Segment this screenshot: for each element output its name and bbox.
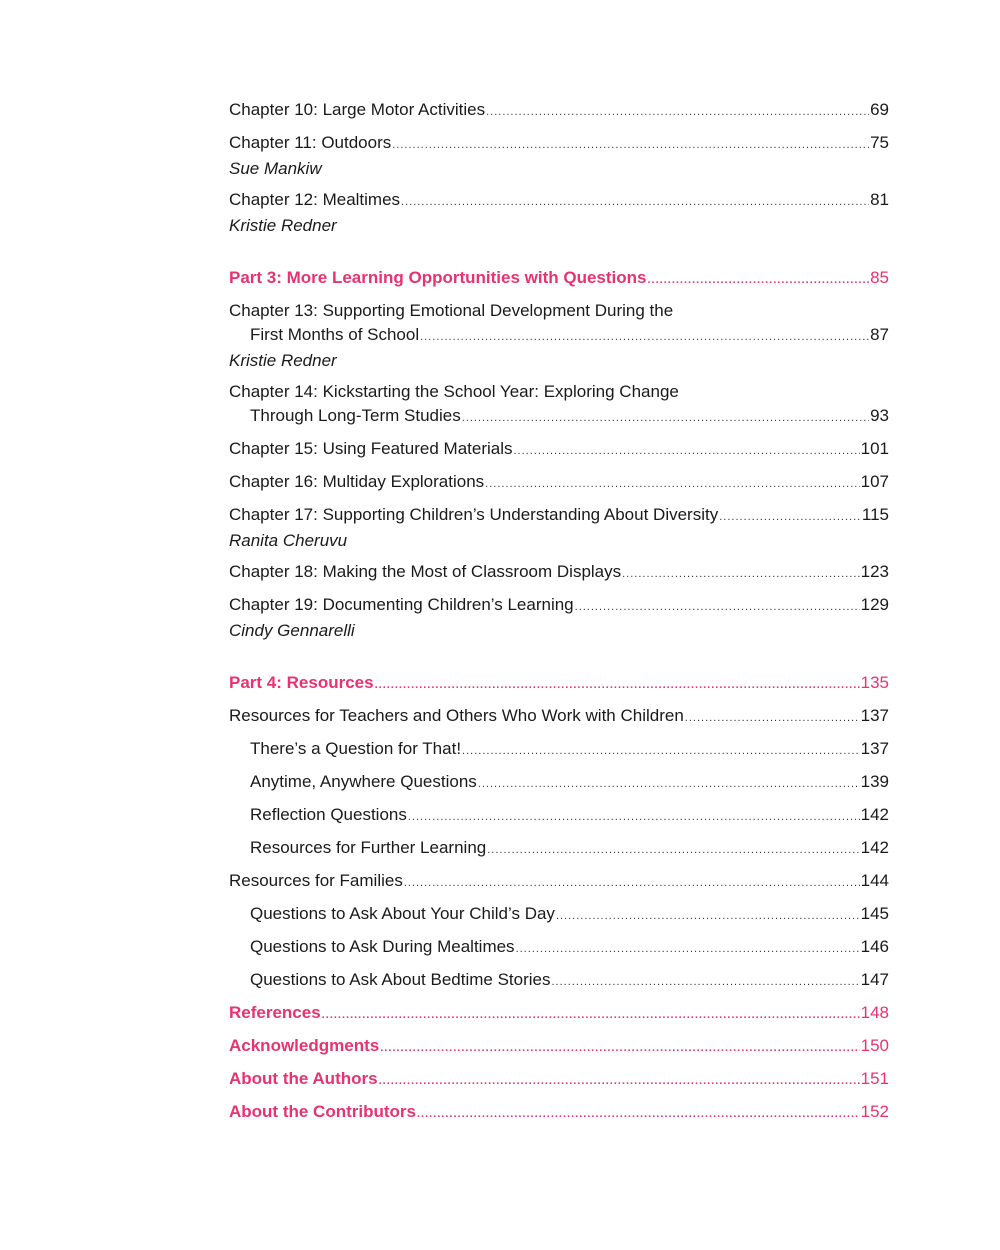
page-number: 144 (860, 871, 889, 890)
dot-leader (487, 838, 859, 862)
dot-leader (417, 1102, 860, 1126)
page-number: 150 (860, 1036, 889, 1055)
entry-title: Reflection Questions (250, 805, 407, 824)
toc-entry[interactable] (229, 593, 889, 643)
dot-leader (685, 706, 860, 730)
chapter-title: Supporting Emotional Development During the (322, 301, 674, 320)
toc-entry[interactable] (229, 437, 889, 463)
page-number: 85 (870, 268, 889, 287)
toc-entry[interactable] (229, 869, 889, 895)
dot-leader (404, 871, 860, 895)
dot-leader (516, 937, 860, 961)
dot-leader (322, 1003, 860, 1027)
chapter-author: Kristie Redner (229, 351, 337, 370)
toc-subentry[interactable] (229, 902, 889, 928)
toc-part-heading[interactable] (229, 1034, 889, 1060)
page-number: 123 (860, 562, 889, 581)
toc-part-heading[interactable] (229, 266, 889, 292)
chapter-label: Chapter 17: (229, 505, 318, 524)
part-title: About the Contributors (229, 1102, 416, 1121)
page-number: 152 (860, 1102, 889, 1121)
dot-leader (478, 772, 860, 796)
dot-leader (379, 1069, 860, 1093)
dot-leader (622, 562, 860, 586)
part-title: References (229, 1003, 321, 1022)
entry-title: Resources for Teachers and Others Who Work with Children (229, 706, 684, 725)
chapter-title: Multiday Explorations (322, 472, 485, 491)
toc-entry[interactable] (229, 188, 889, 238)
page-number: 87 (870, 325, 889, 344)
chapter-title: Mealtimes (322, 190, 401, 209)
chapter-label: Chapter 10: (229, 100, 318, 119)
toc-part-heading[interactable] (229, 1100, 889, 1126)
chapter-label: Chapter 11: (229, 133, 317, 152)
part-title: Part 4: Resources (229, 673, 374, 692)
dot-leader (375, 673, 860, 697)
table-of-contents (229, 98, 889, 1126)
part-title: About the Authors (229, 1069, 378, 1088)
dot-leader (719, 505, 861, 529)
toc-subentry[interactable] (229, 836, 889, 862)
chapter-title: Making the Most of Classroom Displays (322, 562, 622, 581)
page-number: 129 (860, 595, 889, 614)
page-number: 69 (870, 100, 889, 119)
dot-leader (575, 595, 860, 619)
page-number: 148 (860, 1003, 889, 1022)
page-number: 93 (870, 406, 889, 425)
entry-title: There’s a Question for That! (250, 739, 462, 758)
chapter-label: Chapter 16: (229, 472, 318, 491)
dot-leader (514, 439, 860, 463)
chapter-title: Using Featured Materials (322, 439, 513, 458)
entry-title: Questions to Ask During Mealtimes (250, 937, 515, 956)
dot-leader (462, 739, 860, 763)
chapter-title-continued: Through Long-Term Studies (250, 406, 461, 425)
page-number: 146 (860, 937, 889, 956)
dot-leader (486, 100, 869, 124)
entry-title: Anytime, Anywhere Questions (250, 772, 477, 791)
entry-title: Resources for Further Learning (250, 838, 487, 857)
chapter-title: Large Motor Activities (322, 100, 486, 119)
page-number: 135 (860, 673, 889, 692)
page-number: 139 (860, 772, 889, 791)
chapter-label: Chapter 14: (229, 382, 318, 401)
dot-leader (462, 406, 869, 430)
chapter-title-continued: First Months of School (250, 325, 420, 344)
page-number: 115 (861, 505, 889, 524)
dot-leader (420, 325, 869, 349)
chapter-label: Chapter 15: (229, 439, 318, 458)
chapter-label: Chapter 13: (229, 301, 318, 320)
chapter-author: Sue Mankiw (229, 159, 322, 178)
page-number: 147 (860, 970, 889, 989)
chapter-title: Outdoors (321, 133, 392, 152)
toc-subentry[interactable] (229, 770, 889, 796)
toc-subentry[interactable] (229, 737, 889, 763)
chapter-author: Ranita Cheruvu (229, 531, 348, 550)
dot-leader (392, 133, 869, 157)
dot-leader (647, 268, 869, 292)
dot-leader (380, 1036, 859, 1060)
chapter-title: Kickstarting the School Year: Exploring Change (322, 382, 679, 401)
part-title: Part 3: More Learning Opportunities with Questions (229, 268, 647, 287)
page-number: 137 (860, 739, 889, 758)
page-number: 145 (860, 904, 889, 923)
toc-entry[interactable] (229, 503, 889, 553)
entry-title: Resources for Families (229, 871, 403, 890)
page-number: 75 (870, 133, 889, 152)
page-number: 101 (860, 439, 889, 458)
dot-leader (408, 805, 860, 829)
dot-leader (485, 472, 859, 496)
toc-entry[interactable] (229, 470, 889, 496)
chapter-author: Cindy Gennarelli (229, 621, 355, 640)
chapter-author: Kristie Redner (229, 216, 337, 235)
toc-subentry[interactable] (229, 803, 889, 829)
entry-title: Questions to Ask About Your Child’s Day (250, 904, 555, 923)
toc-entry[interactable] (229, 704, 889, 730)
entry-title: Questions to Ask About Bedtime Stories (250, 970, 551, 989)
dot-leader (556, 904, 860, 928)
toc-subentry[interactable] (229, 935, 889, 961)
page-number: 81 (870, 190, 889, 209)
toc-entry[interactable] (229, 380, 889, 430)
page-number: 137 (860, 706, 889, 725)
dot-leader (552, 970, 860, 994)
toc-subentry[interactable] (229, 968, 889, 994)
chapter-title: Documenting Children’s Learning (322, 595, 574, 614)
part-title: Acknowledgments (229, 1036, 380, 1055)
toc-entry[interactable] (229, 131, 889, 181)
toc-entry[interactable] (229, 98, 889, 124)
toc-entry[interactable] (229, 299, 889, 373)
chapter-title: Supporting Children’s Understanding About Diversity (322, 505, 719, 524)
toc-entry[interactable] (229, 560, 889, 586)
toc-part-heading[interactable] (229, 1001, 889, 1027)
chapter-label: Chapter 12: (229, 190, 318, 209)
chapter-label: Chapter 19: (229, 595, 318, 614)
toc-part-heading[interactable] (229, 671, 889, 697)
page-number: 107 (860, 472, 889, 491)
page-number: 142 (860, 838, 889, 857)
page-number: 151 (860, 1069, 889, 1088)
toc-part-heading[interactable] (229, 1067, 889, 1093)
chapter-label: Chapter 18: (229, 562, 318, 581)
page-number: 142 (860, 805, 889, 824)
dot-leader (401, 190, 869, 214)
